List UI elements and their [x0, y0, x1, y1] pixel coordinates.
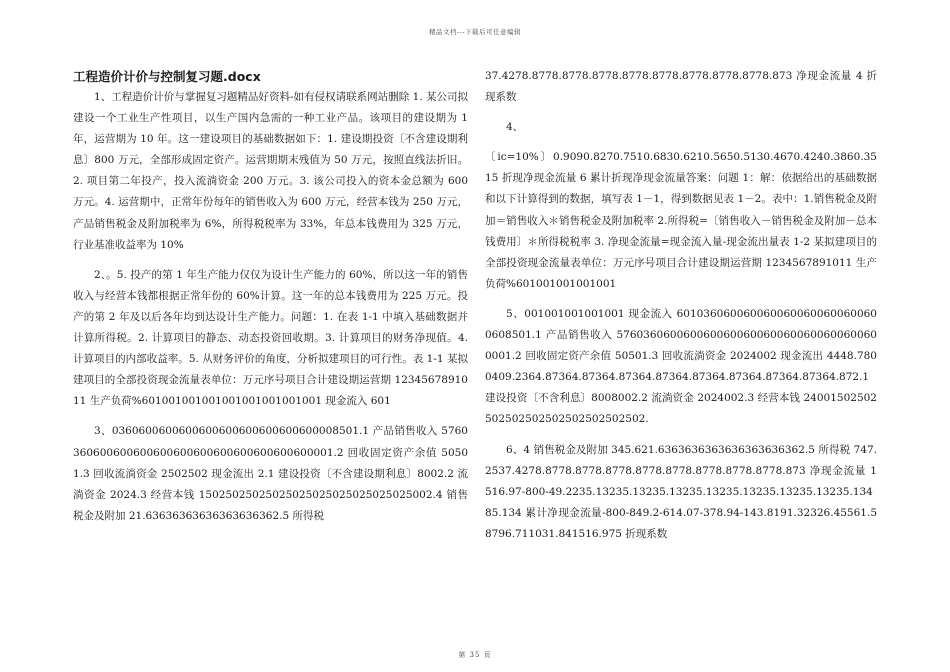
paragraph: 2、。5. 投产的第 1 年生产能力仅仅为设计生产能力的 60%，所以这一年的销售收入与经营本钱都根据正常年份的 60%计算。这一年的总本钱费用为 225 万元。投产的第 2 年及以后各年均到达设计生产能力。问题：1. 在表 1-1 中填入基础数据并计算所得税。2. 计算项目的静态、动态投资回收期。3. 计算项目的财务净现值。4. 计算项目的内部收益率。5. 从财务评价的角度，分析拟建项目的可行性。表 1-1 某拟建项目的全部投资现金流量表单位：万元序号项目合计建设期运营期 1234567891011 生产负荷%601001001001001001001001001 现金流入 601 [73, 268, 468, 408]
paragraph: 1、工程造价计价与掌握复习题精品好资料-如有侵权请联系网站删除 1. 某公司拟建设一个工业生产性项目，以生产国内急需的一种工业产品。该项目的建设期为 1 年，运营期为 10 年。这一建设项目的基础数据如下：1. 建设期投资〔不含建设期利息〕800 万元，全部形成固定资产。运营期期末残值为 50 万元，按照直线法折旧。2. 项目第二年投产，投入流淌资金 200 万元。3. 该公司投入的资本金总额为 600 万元。4. 运营期中，正常年份每年的销售收入为 600 万元，经营本钱为 250 万元，产品销售税金及附加税率为 6%，所得税税率为 33%，年总本钱费用为 325 万元，行业基准收益率为 10% [73, 91, 468, 251]
paragraph: 6、4 销售税金及附加 345.621.6363636363636363636362.5 所得税 747.2537.4278.8778.8778.8778.8778.8778.8778.8778.8778.873 净现金流量 1516.97-800-49.2235.13235.13235.13235.13235.13235.13235.13235.13485.134 累计净现金流量-800-849.2-614.07-378.94-143.8191.32326.45561.58796.711031.841516.975 折现系数 [485, 443, 877, 540]
right-column [485, 66, 877, 554]
document-title: 工程造价计价与控制复习题.docx [73, 69, 261, 84]
page-footer: 第 35 页 [458, 651, 492, 659]
left-column [73, 66, 468, 536]
paragraph: 〔ic=10%〕0.9090.8270.7510.6830.6210.5650.5130.4670.4240.3860.3515 折现净现金流量 6 累计折现净现金流量答案：问题 1：解：依据给出的基础数据和以下计算得到的数据，填写表 1－1，得到数据见表 1－2。表中：1.销售税金及附加＝销售收入＊销售税金及附加税率 2.所得税=〔销售收入－销售税金及附加－总本钱费用〕＊所得税税率 3. 净现金流量=现金流入量-现金流出量表 1-2 某拟建项目的全部投资现金流量表单位：万元序号项目合计建设期运营期 1234567891011 生产负荷%601001001001001 [485, 151, 877, 290]
paragraph: 4、 [506, 121, 524, 134]
page-header: 精品文档---下载后可任意编辑 [428, 28, 522, 36]
paragraph: 5、001001001001001 现金流入 6010360600600600600600600600600608501.1 产品销售收入 5760360600600600600600600600600600600600001.2 回收固定资产余值 50501.3 回收流淌资金 2024002 现金流出 4448.7800409.2364.87364.87364.87364.87364.87364.87364.87364.87364.872.1 建设投资〔不含利息〕8008002.2 流淌资金 2024002.3 经营本钱 24001502502502502502502502502502502. [485, 307, 877, 426]
paragraph: 3、0360600600600600600600600600600008501.1 产品销售收入 5760360600600600600600600600600600600600001.2 回收固定资产余值 50501.3 回收流淌资金 2502502 现金流出 2.1 建设投资〔不含建设期利息〕8002.2 流淌资金 2024.3 经营本钱 15025025025025025025025025025025002.4 销售税金及附加 21.63636363636363636362.5 所得税 [73, 425, 468, 522]
paragraph: 37.4278.8778.8778.8778.8778.8778.8778.8778.8778.873 净现金流量 4 折现系数 [485, 70, 877, 104]
